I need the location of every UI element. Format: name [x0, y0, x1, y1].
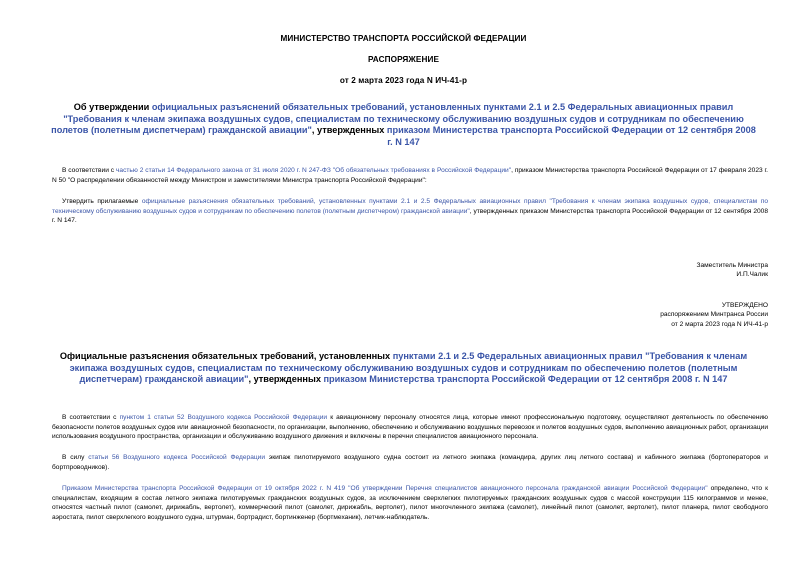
- document-title: [50, 102, 757, 148]
- document-date: от 2 марта 2023 года N ИЧ-41-р: [339, 76, 468, 85]
- paragraph-approve: [52, 197, 768, 226]
- paragraph-aviation-personnel: [52, 413, 768, 442]
- link-air-code-art-56[interactable]: статьи 56 Воздушного кодекса Российской Федерации: [88, 454, 266, 461]
- link-federal-law-247[interactable]: частью 2 статьи 14 Федерального закона от 31 июля 2020 г. N 247-ФЗ "Об обязательных требованиях в Российской Федерации": [116, 167, 512, 174]
- signatory-position: Заместитель Министра: [696, 262, 768, 269]
- paragraph-crew-text-2: экипаж пилотируемого воздушного судна состоит из летного экипажа (командира, других лиц летного состава) и кабинного экипажа (бортоператоров и бортпроводников).: [52, 454, 768, 471]
- explanations-title-link-fap[interactable]: пунктами 2.1 и 2.5 Федеральных авиационных правил "Требования к членам экипажа воздушных судов, специалистам по техническому обслуживанию воздушных судов и сотрудникам по обеспечению полетов (полетным диспетчерам) гражданской авиации": [69, 351, 748, 385]
- paragraph-flight-crew: [52, 484, 768, 523]
- explanations-title-link-order-147[interactable]: приказом Министерства транспорта Российской Федерации от 12 сентября 2008 г. N 147: [323, 374, 728, 385]
- title-text-1: Об утверждении: [73, 102, 152, 112]
- title-link-explanations[interactable]: официальных разъяснений обязательных требований, установленных пунктами 2.1 и 2.5 Федеральных авиационных правил "Требования к членам экипажа воздушных судов, специалистам по техническому обслуживанию воздушных судов и сотрудникам по обеспечению полетов (полетным диспетчерам) гражданской авиации": [51, 102, 744, 136]
- link-air-code-art-52[interactable]: пунктом 1 статьи 52 Воздушного кодекса Российской Федерации: [119, 414, 328, 421]
- approved-label: УТВЕРЖДЕНО: [721, 302, 768, 309]
- approved-by: распоряжением Минтранса России: [660, 311, 768, 319]
- paragraph-basis: [52, 166, 768, 185]
- explanations-title-text-2: , утвержденных: [248, 374, 324, 385]
- document-type: РАСПОРЯЖЕНИЕ: [367, 55, 440, 64]
- paragraph-flight-crew-text: определено, что к специалистам, входящим в состав летного экипажа пилотируемых гражданских воздушных судов, за исключением сверхлегких пилотируемых гражданских воздушных судов с массой конструкции 115 килограммов и менее, относятся частный пилот (самолет, дирижабль, вертолет), коммерческий пилот (самолет, дирижабль, вертолет), пилот многочленного экипажа (самолет), линейный пилот (самолет, вертолет), пилот планера, пилот свободного аэростата, пилот сверхлегкого воздушного судна, штурман, бортрадист, бортинженер (бортмеханик), летчик-наблюдатель.: [52, 485, 768, 522]
- title-link-order-147[interactable]: приказом Министерства транспорта Российской Федерации от 12 сентября 2008 г. N 147: [386, 125, 756, 147]
- title-text-2: , утвержденных: [311, 125, 387, 136]
- signature-block: [500, 261, 768, 280]
- paragraph-basis-text-1: В соответствии с: [62, 167, 116, 174]
- paragraph-crew: [52, 453, 768, 472]
- explanations-title-text-1: Официальные разъяснения обязательных требований, установленных: [59, 351, 393, 361]
- link-official-explanations[interactable]: официальные разъяснения обязательных требований, установленных пунктами 2.1 и 2.5 Федеральных авиационных правил "Требования к членам экипажа воздушных судов, специалистам по техническому обслуживанию воздушных судов и сотрудникам по обеспечению полетов (полетным диспетчером) гражданской авиации": [52, 198, 768, 215]
- ministry-heading: МИНИСТЕРСТВО ТРАНСПОРТА РОССИЙСКОЙ ФЕДЕРАЦИИ: [280, 34, 527, 43]
- paragraph-basis-text-2: , приказом Министерства транспорта Российской Федерации от 17 февраля 2023 г. N 50 "О распределении обязанностей между Министром и заместителями Министра транспорта Российской Федерации":: [52, 167, 768, 184]
- paragraph-approve-text-1: Утвердить прилагаемые: [62, 198, 142, 205]
- paragraph-approve-text-2: , утвержденных приказом Министерства транспорта Российской Федерации от 12 сентября 2008 г. N 147.: [52, 207, 769, 225]
- link-order-419[interactable]: Приказом Министерства транспорта Российской Федерации от 19 октября 2022 г. N 419 "Об утверждении Перечня специалистов авиационного персонала гражданской авиации Российской Федерации": [62, 485, 708, 492]
- approved-date: от 2 марта 2023 года N ИЧ-41-р: [671, 320, 768, 328]
- explanations-title: [40, 351, 767, 386]
- paragraph-aviation-personnel-text-2: к авиационному персоналу относятся лица, которые имеют профессиональную подготовку, осуществляют деятельность по обеспечению безопасности полетов воздушных судов или авиационной безопасности, по организации, выполнению, обеспечению и обслуживанию воздушных перевозок и полетов воздушных судов, выполнению авиационных работ, организации использования воздушного пространства, организации и обслуживанию воздушного движения и включены в перечни специалистов авиационного персонала.: [52, 414, 769, 441]
- paragraph-aviation-personnel-text-1: В соответствии с: [62, 414, 120, 421]
- paragraph-crew-text-1: В силу: [62, 454, 89, 461]
- signatory-name: И.П.Чалик: [736, 271, 768, 279]
- approved-block: [500, 301, 768, 329]
